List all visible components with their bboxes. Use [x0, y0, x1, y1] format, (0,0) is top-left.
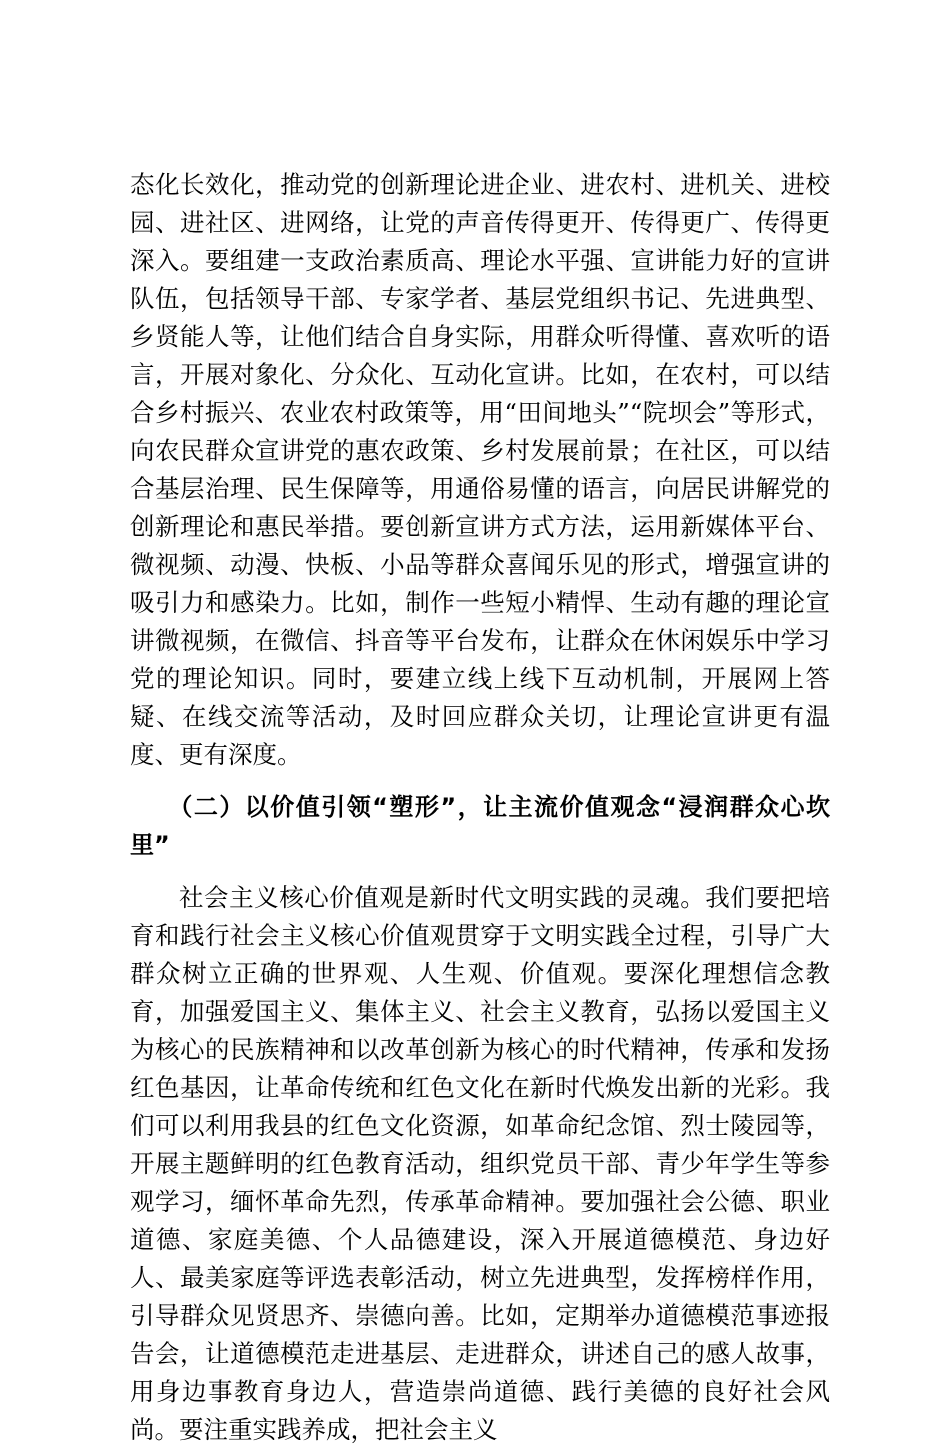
section-heading: （二）以价值引领“塑形”，让主流价值观念“浸润群众心坎里”: [130, 793, 830, 859]
document-page: [130, 166, 830, 1449]
body-paragraph-continued: 态化长效化，推动党的创新理论进企业、进农村、进机关、进校园、进社区、进网络，让党的声音传得更开、传得更广、传得更深入。要组建一支政治素质高、理论水平强、宣讲能力好的宣讲队伍，包括领导干部、专家学者、基层党组织书记、先进典型、乡贤能人等，让他们结合自身实际，用群众听得懂、喜欢听的语言，开展对象化、分众化、互动化宣讲。比如，在农村，可以结合乡村振兴、农业农村政策等，用“田间地头”“院坝会”等形式，向农民群众宣讲党的惠农政策、乡村发展前景；在社区，可以结合基层治理、民生保障等，用通俗易懂的语言，向居民讲解党的创新理论和惠民举措。要创新宣讲方式方法，运用新媒体平台、微视频、动漫、快板、小品等群众喜闻乐见的形式，增强宣讲的吸引力和感染力。比如，制作一些短小精悍、生动有趣的理论宣讲微视频，在微信、抖音等平台发布，让群众在休闲娱乐中学习党的理论知识。同时，要建立线上线下互动机制，开展网上答疑、在线交流等活动，及时回应群众关切，让理论宣讲更有温度、更有深度。: [130, 170, 830, 769]
body-paragraph: 社会主义核心价值观是新时代文明实践的灵魂。我们要把培育和践行社会主义核心价值观贯穿于文明实践全过程，引导广大群众树立正确的世界观、人生观、价值观。要深化理想信念教育，加强爱国主义、集体主义、社会主义教育，弘扬以爱国主义为核心的民族精神和以改革创新为核心的时代精神，传承和发扬红色基因，让革命传统和红色文化在新时代焕发出新的光彩。我们可以利用我县的红色文化资源，如革命纪念馆、烈士陵园等，开展主题鲜明的红色教育活动，组织党员干部、青少年学生等参观学习，缅怀革命先烈，传承革命精神。要加强社会公德、职业道德、家庭美德、个人品德建设，深入开展道德模范、身边好人、最美家庭等评选表彰活动，树立先进典型，发挥榜样作用，引导群众见贤思齐、崇德向善。比如，定期举办道德模范事迹报告会，让道德模范走进基层、走进群众，讲述自己的感人故事，用身边事教育身边人，营造崇尚道德、践行美德的良好社会风尚。要注重实践养成，把社会主义: [130, 883, 830, 1444]
